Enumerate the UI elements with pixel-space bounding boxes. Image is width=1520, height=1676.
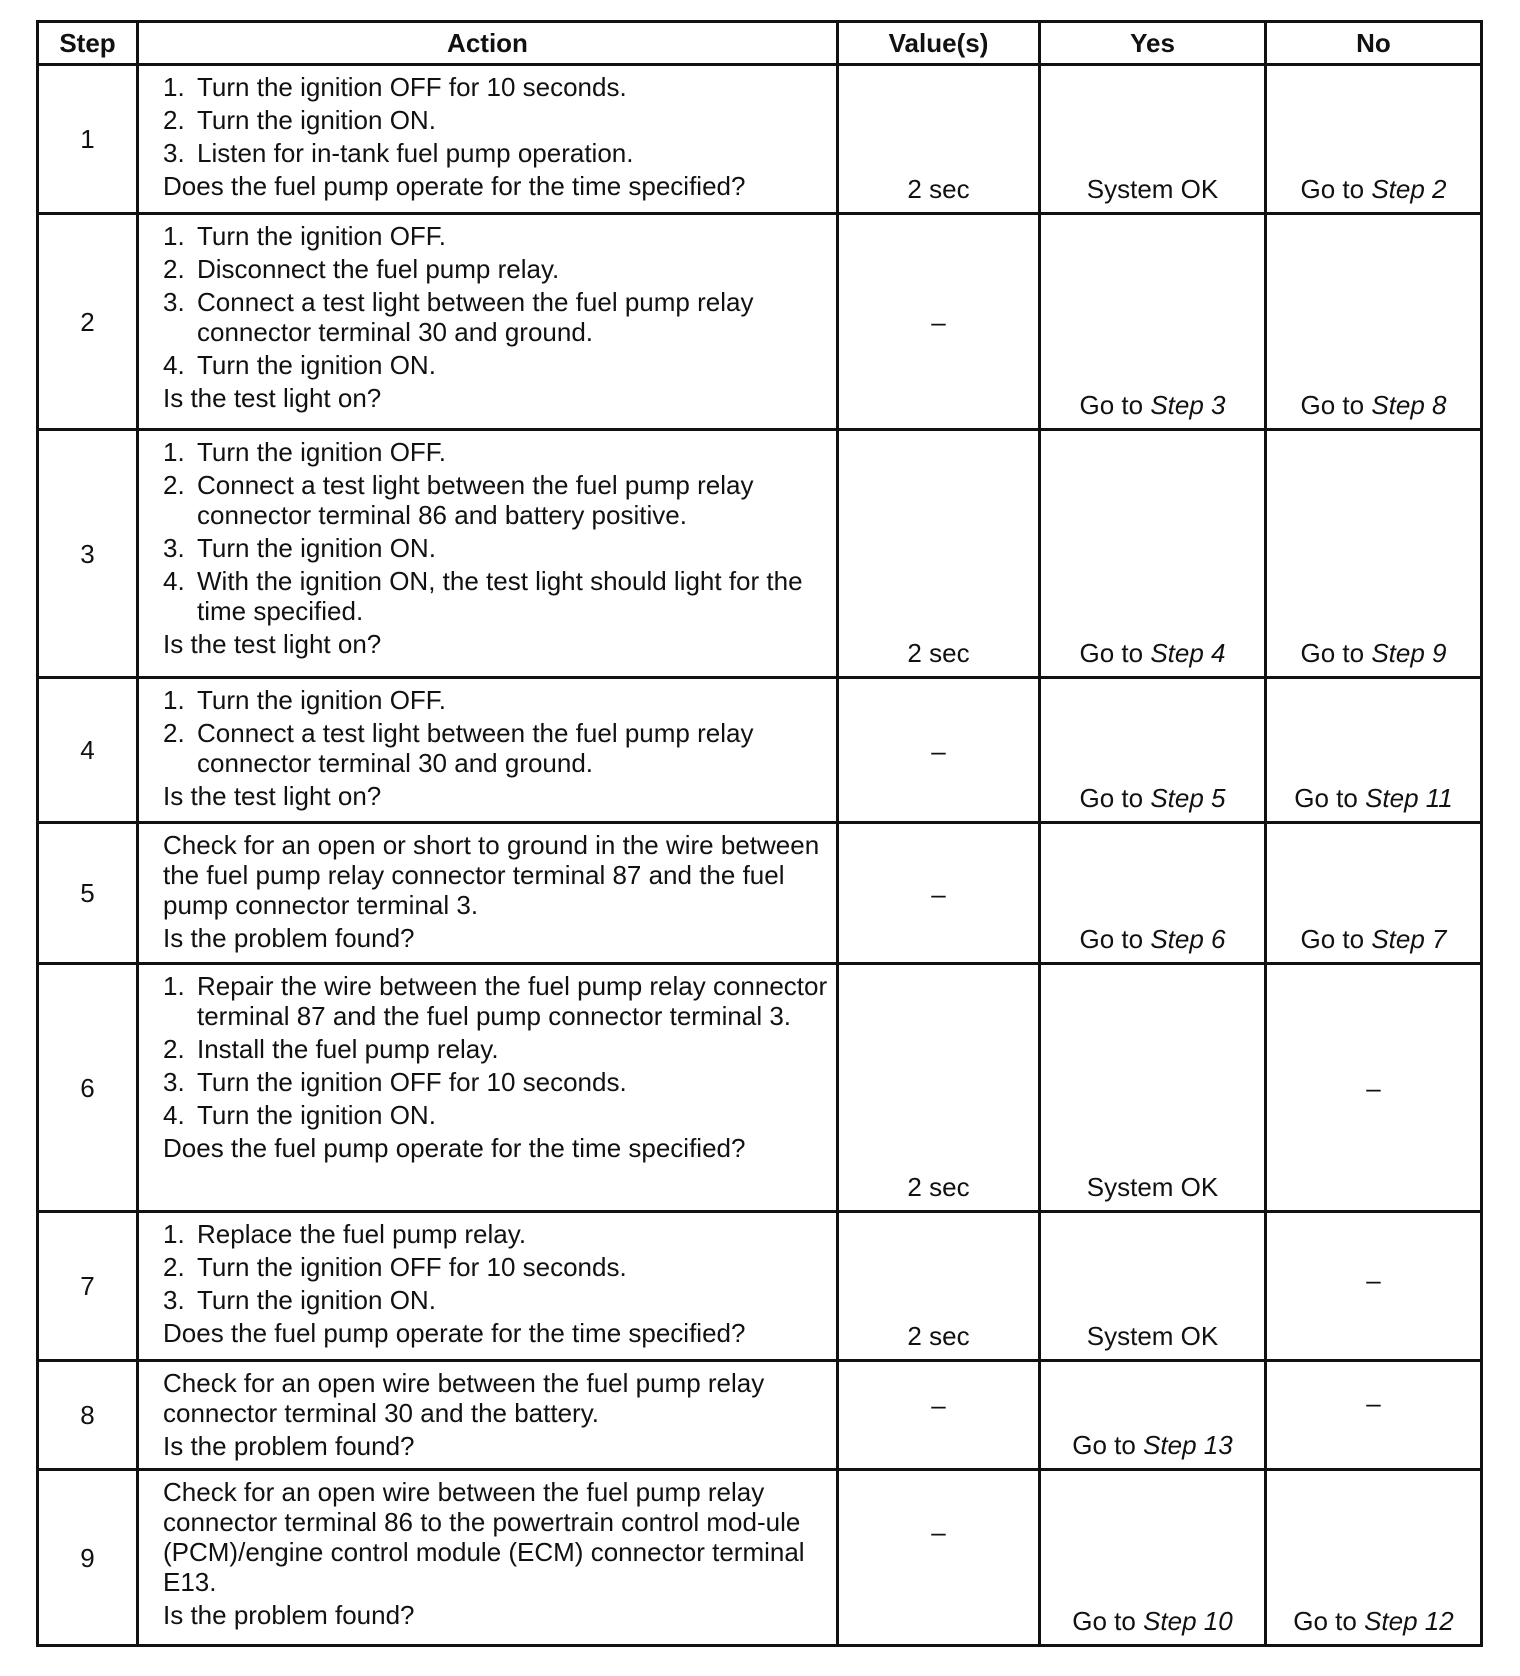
action-cell — [138, 1212, 838, 1361]
list-item: 2. Connect a test light between the fuel pump relay connector terminal 30 and ground. — [163, 718, 754, 778]
table-row-step-7 — [38, 1212, 1482, 1361]
table-row-step-9 — [38, 1470, 1482, 1646]
list-item: 4. Turn the ignition ON. — [163, 1100, 436, 1130]
step-number: 3 — [38, 430, 138, 678]
no-cell: – — [1266, 964, 1482, 1212]
step-number: 7 — [38, 1212, 138, 1361]
yes-cell: Go to Step 3 — [1040, 214, 1266, 430]
header-step: Step — [38, 22, 138, 65]
header-row — [38, 22, 1482, 65]
list-item: 3. Connect a test light between the fuel pump relay connector terminal 30 and ground. — [163, 287, 754, 347]
yes-cell: Go to Step 5 — [1040, 678, 1266, 823]
value-cell: – — [838, 678, 1040, 823]
yes-cell: System OK — [1040, 65, 1266, 214]
action-question: Does the fuel pump operate for the time specified? — [163, 171, 746, 201]
no-cell: – — [1266, 1212, 1482, 1361]
value-cell: 2 sec — [838, 964, 1040, 1212]
diagnostic-table — [36, 20, 1483, 1647]
yes-cell: System OK — [1040, 964, 1266, 1212]
value-cell: 2 sec — [838, 430, 1040, 678]
list-item: 1. Turn the ignition OFF. — [163, 437, 447, 467]
list-item: 2. Turn the ignition ON. — [163, 105, 436, 135]
action-cell — [138, 430, 838, 678]
list-item: 1. Replace the fuel pump relay. — [163, 1219, 527, 1249]
action-paragraph: Check for an open or short to ground in the wire between the fuel pump relay connector terminal 87 and the fuel pump connector terminal 3. — [163, 830, 820, 920]
list-item: 3. Turn the ignition OFF for 10 seconds. — [163, 1067, 627, 1097]
action-cell — [138, 678, 838, 823]
action-question: Is the test light on? — [163, 383, 382, 413]
value-cell: – — [838, 214, 1040, 430]
no-cell: Go to Step 8 — [1266, 214, 1482, 430]
table-row-step-5 — [38, 823, 1482, 964]
value-cell: 2 sec — [838, 65, 1040, 214]
table-row-step-2 — [38, 214, 1482, 430]
action-paragraph: Check for an open wire between the fuel pump relay connector terminal 30 and the battery. — [163, 1368, 765, 1428]
no-cell: Go to Step 7 — [1266, 823, 1482, 964]
no-cell: Go to Step 12 — [1266, 1470, 1482, 1646]
no-cell: Go to Step 2 — [1266, 65, 1482, 214]
table-row-step-3 — [38, 430, 1482, 678]
list-item: 3. Turn the ignition ON. — [163, 533, 436, 563]
header-values: Value(s) — [838, 22, 1040, 65]
no-cell: Go to Step 11 — [1266, 678, 1482, 823]
step-number: 1 — [38, 65, 138, 214]
list-item: 1. Turn the ignition OFF. — [163, 685, 447, 715]
list-item: 3. Turn the ignition ON. — [163, 1285, 436, 1315]
step-number: 5 — [38, 823, 138, 964]
list-item: 2. Install the fuel pump relay. — [163, 1034, 499, 1064]
list-item: 1. Turn the ignition OFF. — [163, 221, 447, 251]
action-question: Is the test light on? — [163, 781, 382, 811]
action-paragraph: Check for an open wire between the fuel pump relay connector terminal 86 to the powertrain control mod-ule (PCM)/engine control module (ECM) connector terminal E13. — [163, 1477, 805, 1597]
yes-cell: Go to Step 10 — [1040, 1470, 1266, 1646]
step-number: 6 — [38, 964, 138, 1212]
action-question: Is the problem found? — [163, 923, 415, 953]
table-row-step-8 — [38, 1361, 1482, 1470]
table-row-step-6 — [38, 964, 1482, 1212]
action-question: Is the test light on? — [163, 629, 382, 659]
step-number: 4 — [38, 678, 138, 823]
no-cell: Go to Step 9 — [1266, 430, 1482, 678]
header-no: No — [1266, 22, 1482, 65]
action-cell — [138, 1470, 838, 1646]
header-yes: Yes — [1040, 22, 1266, 65]
step-number: 9 — [38, 1470, 138, 1646]
table-row-step-1 — [38, 65, 1482, 214]
list-item: 2. Turn the ignition OFF for 10 seconds. — [163, 1252, 627, 1282]
action-question: Is the problem found? — [163, 1431, 415, 1461]
list-item: 4. With the ignition ON, the test light should light for the time specified. — [163, 566, 803, 626]
no-cell: – — [1266, 1361, 1482, 1470]
table-row-step-4 — [38, 678, 1482, 823]
action-cell — [138, 65, 838, 214]
action-cell — [138, 823, 838, 964]
list-item: 1. Repair the wire between the fuel pump relay connector terminal 87 and the fuel pump connector terminal 3. — [163, 971, 828, 1031]
yes-cell: System OK — [1040, 1212, 1266, 1361]
step-number: 8 — [38, 1361, 138, 1470]
yes-cell: Go to Step 4 — [1040, 430, 1266, 678]
action-cell — [138, 214, 838, 430]
list-item: 3. Listen for in-tank fuel pump operation. — [163, 138, 634, 168]
list-item: 4. Turn the ignition ON. — [163, 350, 436, 380]
action-cell — [138, 964, 838, 1212]
list-item: 2. Disconnect the fuel pump relay. — [163, 254, 560, 284]
action-question: Does the fuel pump operate for the time specified? — [163, 1318, 746, 1348]
value-cell: – — [838, 1361, 1040, 1470]
action-question: Is the problem found? — [163, 1600, 415, 1630]
yes-cell: Go to Step 6 — [1040, 823, 1266, 964]
value-cell: – — [838, 1470, 1040, 1646]
list-item: 2. Connect a test light between the fuel pump relay connector terminal 86 and battery positive. — [163, 470, 754, 530]
step-number: 2 — [38, 214, 138, 430]
value-cell: 2 sec — [838, 1212, 1040, 1361]
value-cell: – — [838, 823, 1040, 964]
header-action: Action — [138, 22, 838, 65]
action-cell — [138, 1361, 838, 1470]
action-question: Does the fuel pump operate for the time specified? — [163, 1133, 746, 1163]
list-item: 1. Turn the ignition OFF for 10 seconds. — [163, 72, 627, 102]
yes-cell: Go to Step 13 — [1040, 1361, 1266, 1470]
